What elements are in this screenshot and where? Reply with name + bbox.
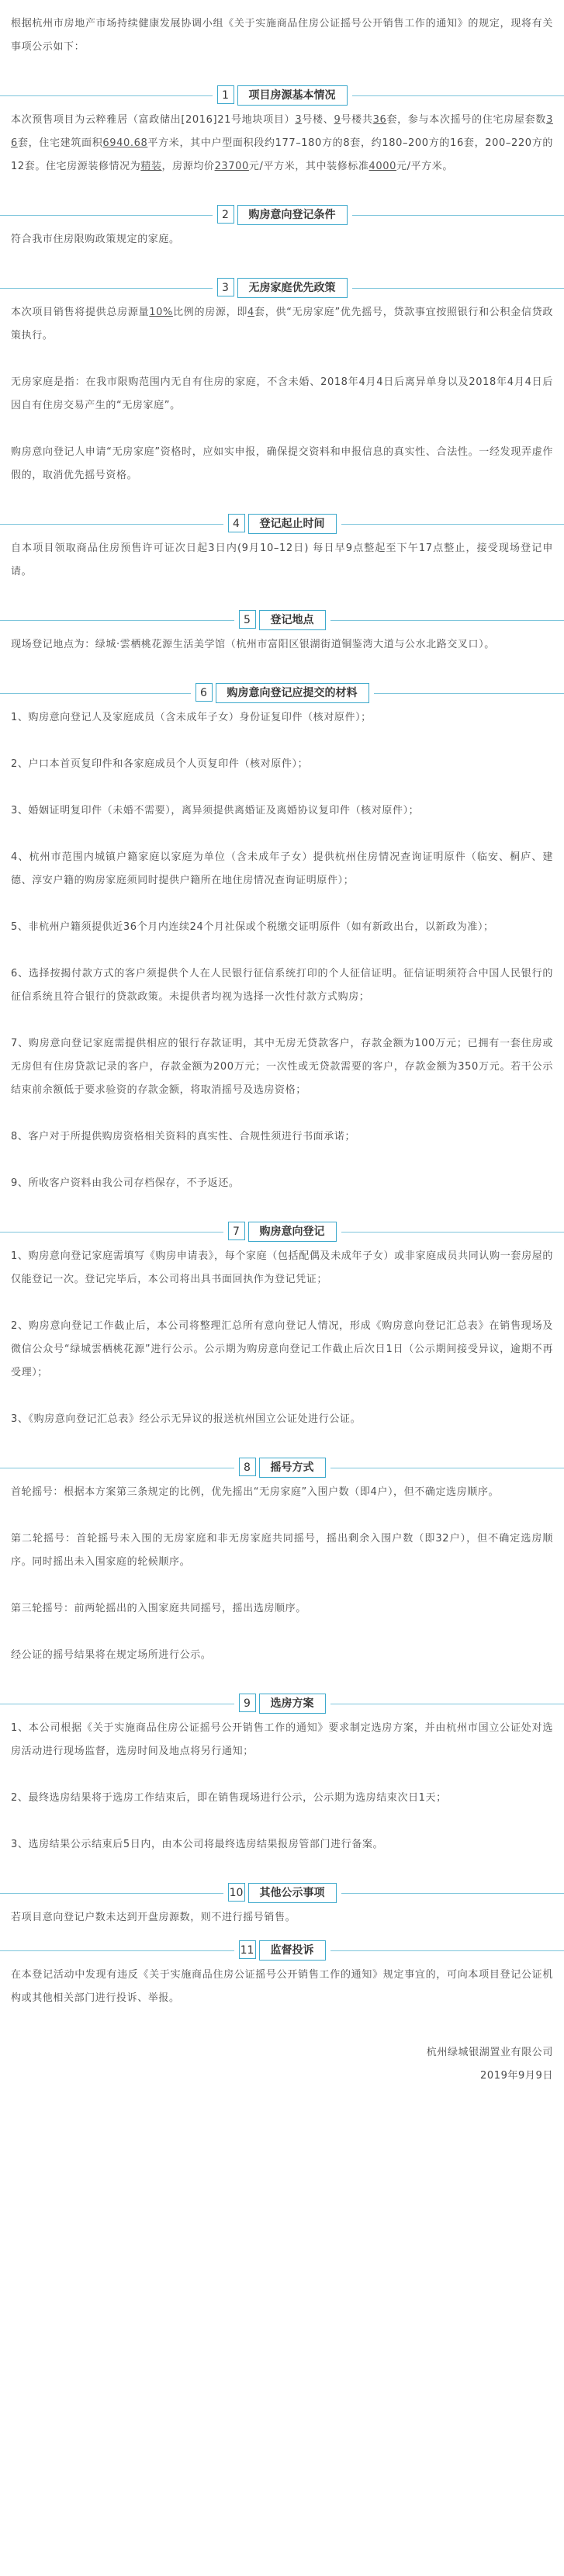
list-item: 4、杭州市范围内城镇户籍家庭以家庭为单位（含未成年子女）提供杭州住房情况查询证明原件（临安、桐庐、建德、淳安户籍的购房家庭须同时提供户籍所在地住房情况查询证明原件）； xyxy=(11,851,553,886)
list-item: 3、《购房意向登记汇总表》经公示无异议的报送杭州国立公证处进行公证。 xyxy=(11,1413,362,1425)
section-header-7 xyxy=(0,1219,564,1245)
section-title: 选房方案 xyxy=(259,1694,326,1714)
list-item: 1、购房意向登记家庭需填写《购房申请表》，每个家庭（包括配偶及未成年子女）或非家庭成员共同认购一套房屋的仅能登记一次。登记完毕后，本公司将出具书面回执作为登记凭证； xyxy=(11,1250,553,1285)
signature-company: 杭州绿城银湖置业有限公司 xyxy=(426,2047,553,2058)
section-2-text: 符合我市住房限购政策规定的家庭。 xyxy=(11,234,180,245)
section-number: 11 xyxy=(239,1940,256,1959)
section-number: 5 xyxy=(239,610,256,629)
section-10-text: 若项目意向登记户数未达到开盘房源数，则不进行摇号销售。 xyxy=(11,1912,296,1923)
section-4-text: 自本项目领取商品住房预售许可证次日起3日内(9月10–12日) 每日早9点整起至下午17点整止，接受现场登记申请。 xyxy=(11,543,553,577)
list-item: 2、最终选房结果将于选房工作结束后，即在销售现场进行公示，公示期为选房结束次日1天； xyxy=(11,1792,447,1804)
section-header-10 xyxy=(0,1880,564,1906)
section-title: 购房意向登记应提交的材料 xyxy=(216,683,369,703)
list-item: 1、购房意向登记人及家庭成员（含未成年子女）身份证复印件（核对原件）； xyxy=(11,712,372,723)
list-item: 2、购房意向登记工作截止后，本公司将整理汇总所有意向登记人情况，形成《购房意向登记汇总表》在销售现场及微信公众号“绿城雲栖桃花源”进行公示。公示期为购房意向登记工作截止后次日1日（公示期间接受异议，逾期不再受理）； xyxy=(11,1320,553,1378)
section-header-1 xyxy=(0,82,564,109)
section-number: 4 xyxy=(228,514,245,532)
section-title: 摇号方式 xyxy=(259,1458,326,1478)
section-title: 购房意向登记条件 xyxy=(237,205,348,225)
intro-text: 根据杭州市房地产市场持续健康发展协调小组《关于实施商品住房公证摇号公开销售工作的通知》的规定，现将有关事项公示如下： xyxy=(11,18,553,53)
list-item: 首轮摇号：根据本方案第三条规定的比例，优先摇出“无房家庭”入围户数（即4户），但不确定选房顺序。 xyxy=(11,1486,500,1498)
section-header-9 xyxy=(0,1690,564,1717)
section-1-text: 本次预售项目为云粹雅居（富政储出[2016]21号地块项目）3号楼、9号楼共36套，参与本次摇号的住宅房屋套数36套，住宅建筑面积6940.68平方米，其中户型面积段约177–180方的8套，约180–200方的16套，200–220方的12套。住宅房源装修情况为精装，房源均价23700元/平方米，其中装修标准4000元/平方米。 xyxy=(11,114,553,172)
section-header-8 xyxy=(0,1454,564,1481)
section-header-4 xyxy=(0,511,564,537)
section-3-text-3: 购房意向登记人申请“无房家庭”资格时，应如实申报，确保提交资料和申报信息的真实性、合法性。一经发现弄虚作假的，取消优先摇号资格。 xyxy=(11,446,553,481)
section-number: 2 xyxy=(217,205,234,224)
list-item: 1、本公司根据《关于实施商品住房公证摇号公开销售工作的通知》要求制定选房方案，并由杭州市国立公证处对选房活动进行现场监督，选房时间及地点将另行通知； xyxy=(11,1722,553,1757)
list-item: 7、购房意向登记家庭需提供相应的银行存款证明，其中无房无贷款客户，存款金额为100万元；已拥有一套住房或无房但有住房贷款记录的客户，存款金额为200万元；一次性或无贷款需要的客户，存款金额为350万元。若干公示结束前余额低于要求验资的存款金额，将取消摇号及选房资格； xyxy=(11,1038,553,1096)
list-item: 经公证的摇号结果将在规定场所进行公示。 xyxy=(11,1649,212,1661)
section-number: 8 xyxy=(239,1458,256,1476)
section-number: 1 xyxy=(217,85,234,104)
list-item: 3、婚姻证明复印件（未婚不需要），离异须提供离婚证及离婚协议复印件（核对原件）； xyxy=(11,805,420,816)
section-header-11 xyxy=(0,1937,564,1964)
list-item: 6、选择按揭付款方式的客户须提供个人在人民银行征信系统打印的个人征信证明。征信证明须符合中国人民银行的征信系统且符合银行的贷款政策。未提供者均视为选择一次性付款方式购房； xyxy=(11,968,553,1003)
section-title: 登记起止时间 xyxy=(248,514,337,534)
section-number: 3 xyxy=(217,278,234,296)
list-item: 3、选房结果公示结束后5日内，由本公司将最终选房结果报房管部门进行备案。 xyxy=(11,1839,384,1850)
section-title: 监督投诉 xyxy=(259,1940,326,1961)
section-number: 6 xyxy=(195,683,213,702)
section-title: 无房家庭优先政策 xyxy=(237,278,348,298)
signature-date: 2019年9月9日 xyxy=(479,2070,553,2082)
list-item: 5、非杭州户籍须提供近36个月内连续24个月社保或个税缴交证明原件（如有新政出台，以新政为准）； xyxy=(11,921,494,933)
section-3-text-2: 无房家庭是指：在我市限购范围内无自有住房的家庭，不含未婚、2018年4月4日后离异单身以及2018年4月4日后因自有住房交易产生的“无房家庭”。 xyxy=(11,376,553,411)
list-item: 2、户口本首页复印件和各家庭成员个人页复印件（核对原件）； xyxy=(11,758,309,770)
section-title: 购房意向登记 xyxy=(248,1222,337,1242)
section-11-text: 在本登记活动中发现有违反《关于实施商品住房公证摇号公开销售工作的通知》规定事宜的，可向本项目登记公证机构或其他相关部门进行投诉、举报。 xyxy=(11,1969,553,2004)
list-item: 9、所收客户资料由我公司存档保存，不予返还。 xyxy=(11,1177,240,1189)
list-item: 第三轮摇号：前两轮摇出的入围家庭共同摇号，摇出选房顺序。 xyxy=(11,1603,306,1614)
section-number: 9 xyxy=(239,1694,256,1712)
section-number: 10 xyxy=(228,1883,245,1902)
section-header-3 xyxy=(0,275,564,301)
section-header-6 xyxy=(0,680,564,706)
list-item: 8、客户对于所提供购房资格相关资料的真实性、合规性须进行书面承诺； xyxy=(11,1131,356,1142)
section-header-2 xyxy=(0,202,564,228)
section-number: 7 xyxy=(228,1222,245,1240)
section-header-5 xyxy=(0,607,564,633)
section-5-text: 现场登记地点为：绿城·雲栖桃花源生活美学馆（杭州市富阳区银湖街道铜鉴湾大道与公水北路交叉口）。 xyxy=(11,639,495,650)
section-3-text-1: 本次项目销售将提供总房源量10%比例的房源，即4套，供“无房家庭”优先摇号，贷款事宜按照银行和公积金信贷政策执行。 xyxy=(11,307,554,342)
section-title: 项目房源基本情况 xyxy=(237,85,348,106)
section-title: 其他公示事项 xyxy=(248,1883,337,1903)
list-item: 第二轮摇号：首轮摇号未入围的无房家庭和非无房家庭共同摇号，摇出剩余入围户数（即32户），但不确定选房顺序。同时摇出未入围家庭的轮候顺序。 xyxy=(11,1533,553,1568)
section-title: 登记地点 xyxy=(259,610,326,630)
